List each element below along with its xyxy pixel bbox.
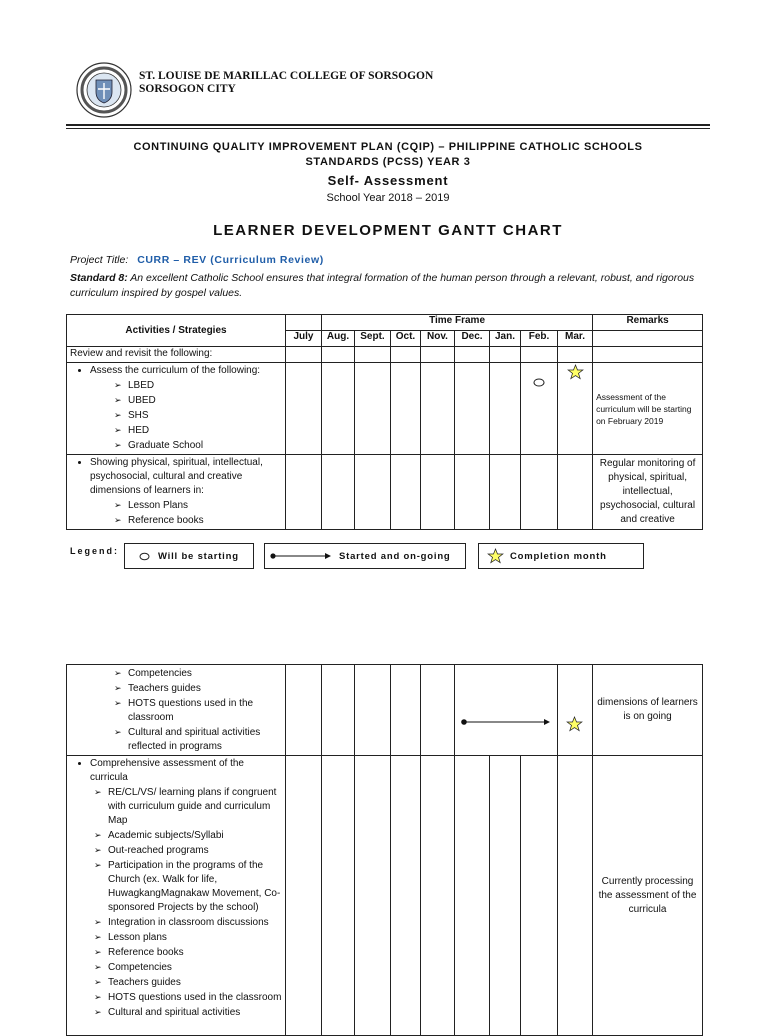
standard-line	[70, 271, 710, 301]
header-divider-thick	[66, 124, 710, 126]
assessment-title: Self- Assessment	[327, 173, 449, 188]
cqip-title-line2: STANDARDS (PCSS) YEAR 3	[305, 156, 471, 168]
school-year: School Year 2018 – 2019	[326, 192, 450, 204]
legend-ongoing-text: Started and on-going	[339, 550, 451, 562]
month-header: Sept.	[355, 331, 391, 347]
project-title-label: Project Title:	[70, 254, 129, 266]
activity-bullet: • Assess the curriculum of the following:	[90, 364, 282, 378]
activity-item: ➢ Academic subjects/Syllabi	[108, 828, 282, 843]
row1-remarks: Assessment of the curriculum will be starting on February 2019	[593, 363, 703, 455]
activity-item: ➢ RE/CL/VS/ learning plans if congruent with curriculum guide and curriculum Map	[108, 785, 282, 828]
month-header: Mar.	[558, 331, 593, 347]
cqip-title-line1: CONTINUING QUALITY IMPROVEMENT PLAN (CQIP) – PHILIPPINE CATHOLIC SCHOOLS	[133, 141, 643, 153]
table-row	[67, 665, 703, 756]
school-city: SORSOGON CITY	[139, 83, 236, 95]
activity-item: ➢ Teachers guides	[128, 681, 282, 696]
remarks-header: Remarks	[593, 315, 703, 331]
legend-label: Legend:	[70, 546, 119, 556]
cqip-title	[66, 140, 710, 170]
activity-cell	[67, 756, 286, 1036]
activity-item: ➢ Reference books	[128, 513, 282, 528]
activities-header: Activities / Strategies	[67, 315, 286, 347]
legend-ongoing	[264, 543, 466, 569]
row2-remarks: Regular monitoring of physical, spiritual, intellectual, psychosocial, cultural and creative	[593, 455, 703, 530]
month-header: Oct.	[391, 331, 421, 347]
gantt-table-continued	[66, 664, 703, 1036]
legend-will-be-starting	[124, 543, 254, 569]
activity-item: ➢ Competencies	[108, 960, 282, 975]
will-be-starting-marker-icon	[139, 552, 150, 561]
row4-remarks: Currently processing the assessment of the curricula	[593, 756, 703, 1036]
activity-item: ➢ Graduate School	[128, 438, 282, 453]
legend-completion	[478, 543, 644, 569]
gantt-chart-title: LEARNER DEVELOPMENT GANTT CHART	[213, 222, 563, 239]
activity-item: ➢ Competencies	[128, 666, 282, 681]
activity-item: ➢ Cultural and spiritual activities reflected in programs	[128, 725, 282, 754]
completion-star-icon	[567, 364, 584, 380]
will-be-starting-marker-icon	[533, 378, 545, 387]
month-header: July	[286, 331, 322, 347]
activity-item: ➢ Cultural and spiritual activities	[108, 1005, 282, 1020]
legend-starting-text: Will be starting	[158, 550, 239, 562]
intro-row-text: Review and revisit the following:	[67, 347, 286, 363]
activity-item: ➢ Participation in the programs of the Church (ex. Walk for life, HuwagkangMagnakaw Movement, Co-sponsored Projects by the school)	[108, 858, 282, 915]
month-header: Nov.	[421, 331, 455, 347]
activity-item: ➢ Reference books	[108, 945, 282, 960]
activity-item: ➢ HED	[128, 423, 282, 438]
table-row	[67, 756, 703, 1036]
activity-item: ➢ HOTS questions used in the classroom	[128, 696, 282, 725]
activity-cell	[67, 363, 286, 455]
completion-star-icon	[487, 548, 504, 564]
month-header: Dec.	[455, 331, 490, 347]
activity-bullet: • Showing physical, spiritual, intellectual, psychosocial, cultural and creative dimensions of learners in:	[90, 456, 282, 498]
standard-text: An excellent Catholic School ensures that integral formation of the human person through a relevant, robust, and rigorous curriculum inspired by gospel values.	[70, 272, 695, 299]
ongoing-arrow-icon	[460, 718, 550, 726]
gantt-table	[66, 314, 703, 530]
ongoing-arrow-icon	[269, 552, 331, 560]
activity-item: ➢ Lesson plans	[108, 930, 282, 945]
table-row	[67, 455, 703, 530]
activity-item: ➢ UBED	[128, 393, 282, 408]
project-title-line	[70, 254, 324, 266]
activity-item: ➢ Lesson Plans	[128, 498, 282, 513]
legend-completion-text: Completion month	[510, 550, 607, 562]
table-row	[67, 363, 703, 455]
row3-remarks: dimensions of learners is on going	[593, 665, 703, 756]
completion-star-icon	[566, 716, 583, 732]
activity-item: ➢ SHS	[128, 408, 282, 423]
school-name-block	[139, 70, 433, 96]
activity-cell	[67, 665, 286, 756]
activity-item: ➢ Out-reached programs	[108, 843, 282, 858]
college-seal-logo	[76, 62, 132, 118]
activity-item: ➢ Teachers guides	[108, 975, 282, 990]
activity-bullet: • Comprehensive assessment of the curricula	[90, 757, 282, 785]
month-header: Jan.	[490, 331, 521, 347]
time-frame-header: Time Frame	[322, 315, 593, 331]
school-name: ST. LOUISE DE MARILLAC COLLEGE OF SORSOGON	[139, 70, 434, 82]
activity-item: ➢ LBED	[128, 378, 282, 393]
activity-item: ➢ HOTS questions used in the classroom	[108, 990, 282, 1005]
activity-item: ➢ Integration in classroom discussions	[108, 915, 282, 930]
header-divider-thin	[66, 128, 710, 129]
month-header: Feb.	[521, 331, 558, 347]
activity-cell	[67, 455, 286, 530]
month-header: Aug.	[322, 331, 355, 347]
standard-label: Standard 8:	[70, 272, 128, 284]
project-title-value: CURR – REV (Curriculum Review)	[137, 254, 324, 266]
